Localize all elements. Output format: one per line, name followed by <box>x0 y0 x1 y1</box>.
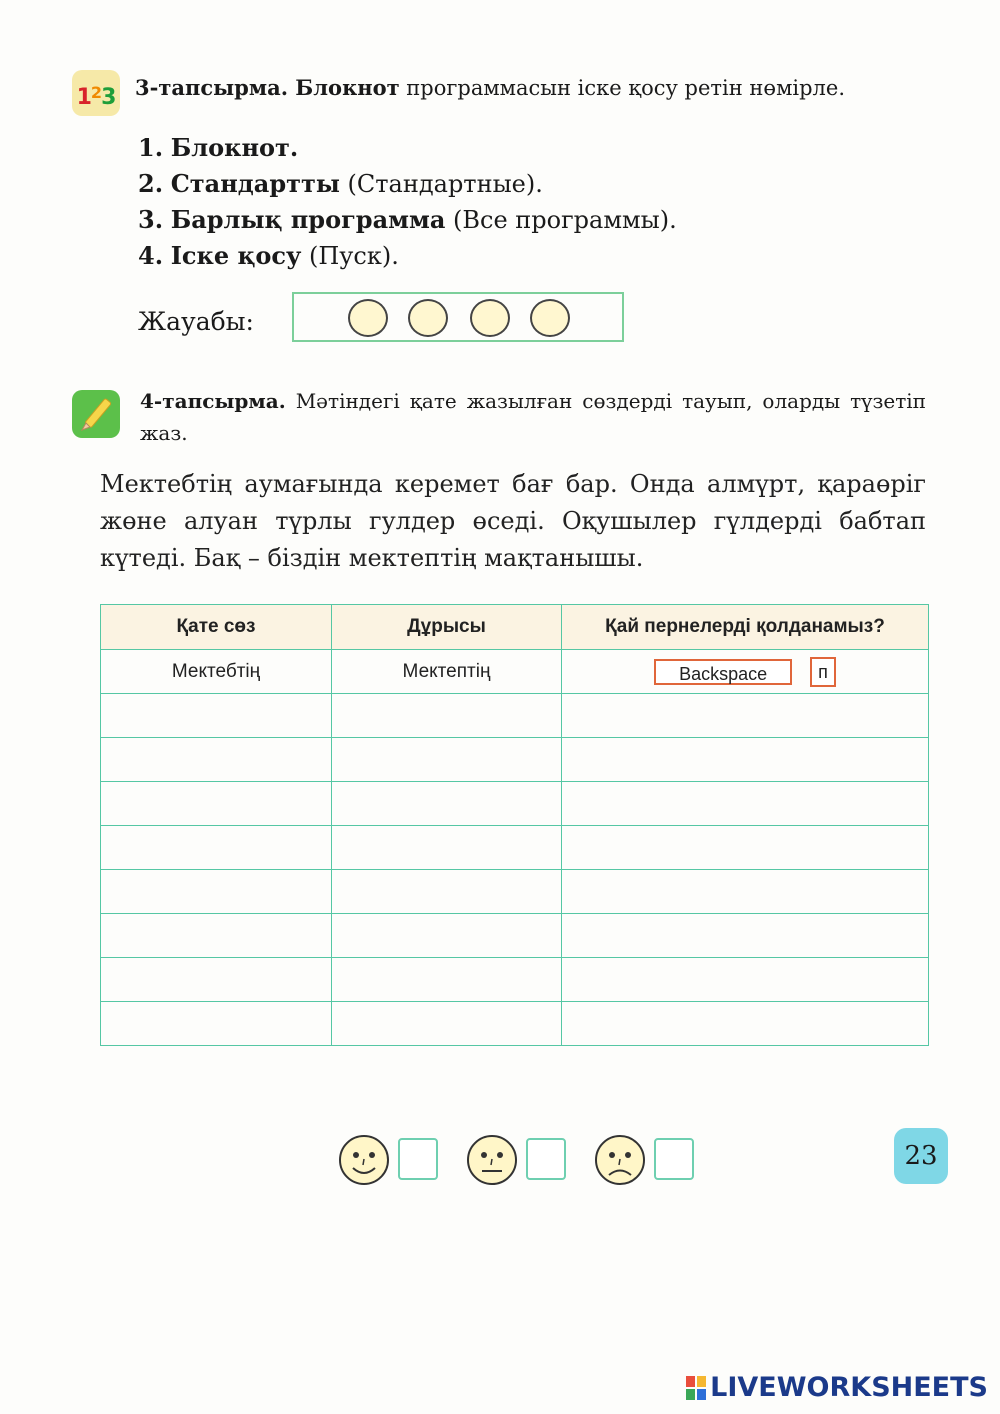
wrong-word-cell[interactable] <box>101 738 332 782</box>
step-item: 3. Барлық программа (Все программы). <box>138 205 677 234</box>
table-row <box>101 826 929 870</box>
pencil-icon <box>72 390 120 438</box>
answer-box <box>292 292 624 342</box>
wrong-word-cell[interactable] <box>101 870 332 914</box>
answer-circle-1[interactable] <box>348 299 388 337</box>
example-correct-word: Мектептің <box>332 650 562 694</box>
correct-word-cell[interactable] <box>332 694 562 738</box>
smiling-face-checkbox[interactable] <box>398 1138 438 1180</box>
table-row <box>101 958 929 1002</box>
table-header-row <box>101 605 929 650</box>
example-keys-cell <box>562 650 929 694</box>
header-keys-used: Қай пернелерді қолданамыз? <box>562 605 929 650</box>
keys-cell[interactable] <box>562 1002 929 1046</box>
correct-word-cell[interactable] <box>332 914 562 958</box>
correct-word-cell[interactable] <box>332 958 562 1002</box>
keys-cell[interactable] <box>562 826 929 870</box>
table-row <box>101 694 929 738</box>
step-item: 4. Іске қосу (Пуск). <box>138 241 399 270</box>
correct-word-cell[interactable] <box>332 826 562 870</box>
header-correct-word: Дұрысы <box>332 605 562 650</box>
backspace-key: Backspace <box>654 659 792 685</box>
step-item: 2. Стандартты (Стандартные). <box>138 169 543 198</box>
correct-word-cell[interactable] <box>332 870 562 914</box>
task4-paragraph: Мектебтің аумағында керемет бағ бар. Онда алмүрт, қараөріг жөне алуан түрлы гулдер өседі. Оқушылер гүлдерді бабтап күтеді. Бақ – біздін мектептің мақтанышы. <box>100 470 926 572</box>
p-key: п <box>810 657 836 687</box>
task3-steps <box>138 130 677 274</box>
wrong-word-cell[interactable] <box>101 1002 332 1046</box>
wrong-word-cell[interactable] <box>101 782 332 826</box>
watermark-text: LIVEWORKSHEETS <box>710 1372 988 1403</box>
answer-circle-3[interactable] <box>470 299 510 337</box>
wrong-word-cell[interactable] <box>101 694 332 738</box>
table-row <box>101 870 929 914</box>
wrong-word-cell[interactable] <box>101 914 332 958</box>
smiling-face-icon <box>338 1134 390 1186</box>
liveworksheets-logo-icon <box>686 1376 706 1400</box>
answer-label: Жауабы: <box>138 307 254 336</box>
wrong-word-cell[interactable] <box>101 958 332 1002</box>
header-wrong-word: Қате сөз <box>101 605 332 650</box>
table-row <box>101 782 929 826</box>
answer-circle-2[interactable] <box>408 299 448 337</box>
correct-word-cell[interactable] <box>332 738 562 782</box>
example-wrong-word: Мектебтің <box>101 650 332 694</box>
keys-cell[interactable] <box>562 914 929 958</box>
liveworksheets-watermark <box>686 1372 988 1403</box>
sad-face-checkbox[interactable] <box>654 1138 694 1180</box>
neutral-face-icon <box>466 1134 518 1186</box>
answer-circle-4[interactable] <box>530 299 570 337</box>
task4-title: 4-тапсырма. Мәтіндегі қате жазылған сөздерді тауып, оларды түзетіп жаз. <box>140 389 926 445</box>
table-row <box>101 1002 929 1046</box>
sad-face-icon <box>594 1134 646 1186</box>
keys-cell[interactable] <box>562 738 929 782</box>
neutral-face-checkbox[interactable] <box>526 1138 566 1180</box>
numbers-123-icon: $1^23$ <box>72 70 120 116</box>
table-row <box>101 914 929 958</box>
correct-word-cell[interactable] <box>332 782 562 826</box>
keys-cell[interactable] <box>562 782 929 826</box>
table-row <box>101 738 929 782</box>
task3-title: 3-тапсырма. Блокнот программасын іске қосу ретін нөмірле. <box>135 75 846 100</box>
correct-word-cell[interactable] <box>332 1002 562 1046</box>
table-row <box>101 650 929 694</box>
keys-cell[interactable] <box>562 694 929 738</box>
correction-table <box>100 604 928 1046</box>
keys-cell[interactable] <box>562 958 929 1002</box>
step-item: 1. Блокнот. <box>138 133 299 162</box>
keys-cell[interactable] <box>562 870 929 914</box>
wrong-word-cell[interactable] <box>101 826 332 870</box>
page-number: 23 <box>894 1128 948 1184</box>
